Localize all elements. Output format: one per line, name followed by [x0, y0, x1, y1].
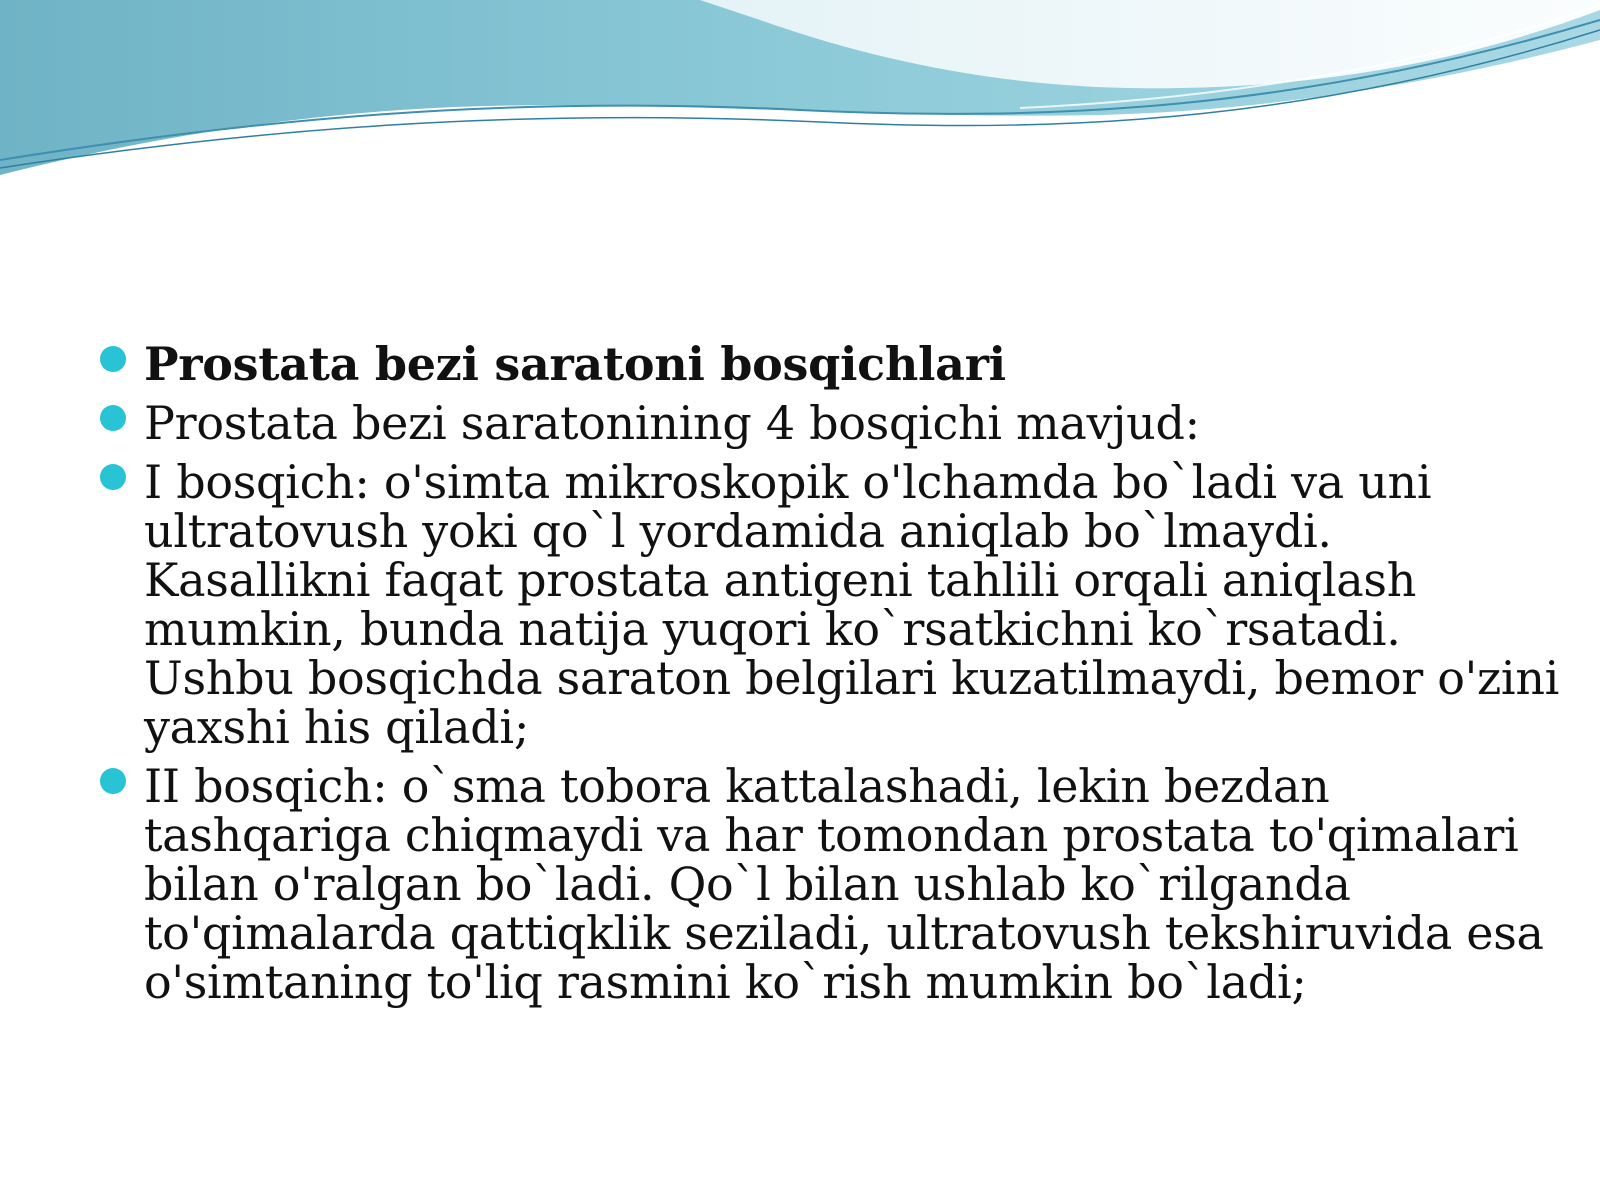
bullet-item	[100, 396, 1560, 450]
bullet-list	[100, 337, 1560, 1017]
slide-title-bullet	[100, 337, 1560, 391]
bullet-text: II bosqich: o`sma tobora kattalashadi, lekin bezdan tashqariga chiqmaydi va har tomondan prostata to'qimalari bilan o'ralgan bo`ladi. Qo`l bilan ushlab ko`rilganda to'qimalarda qattiqklik seziladi, ultratovush tekshiruvida esa o'simtaning to'liq rasmini ko`rish mumkin bo`ladi;	[144, 759, 1544, 1009]
bullet-text: Prostata bezi saratoni bosqichlari	[144, 337, 1006, 391]
bullet-item	[100, 455, 1560, 754]
bullet-dot-icon	[100, 768, 126, 794]
bullet-dot-icon	[100, 464, 126, 490]
bullet-dot-icon	[100, 405, 126, 431]
bullet-text: I bosqich: o'simta mikroskopik o'lchamda bo`ladi va uni ultratovush yoki qo`l yordamida aniqlab bo`lmaydi. Kasallikni faqat prostata antigeni tahlili orqali aniqlash mumkin, bunda natija yuqori ko`rsatkichni ko`rsatadi. Ushbu bosqichda saraton belgilari kuzatilmaydi, bemor o'zini yaxshi his qiladi;	[144, 455, 1560, 754]
bullet-item	[100, 759, 1560, 1009]
bullet-text: Prostata bezi saratonining 4 bosqichi mavjud:	[144, 396, 1200, 450]
header-wave-decoration	[0, 0, 1600, 200]
bullet-dot-icon	[100, 346, 126, 372]
